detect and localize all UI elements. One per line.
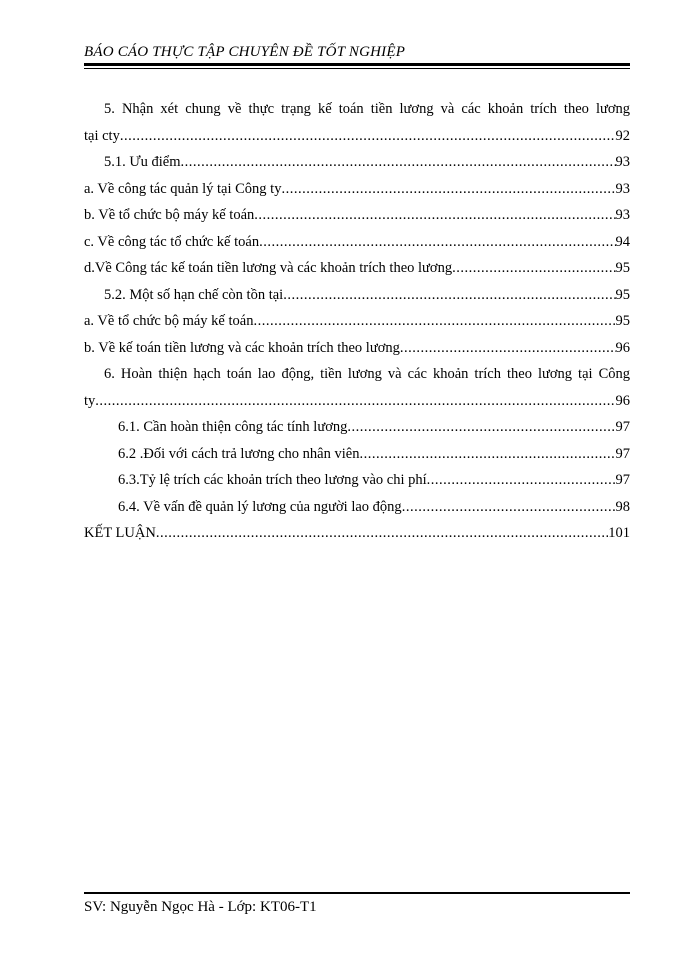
toc-leader bbox=[156, 520, 608, 547]
toc-entry-5[interactable] bbox=[84, 123, 630, 150]
toc-leader bbox=[359, 441, 615, 468]
toc-page-number: 101 bbox=[608, 525, 630, 541]
toc-page-number: 96 bbox=[615, 392, 630, 409]
toc-entry-text: ty bbox=[84, 392, 96, 409]
toc-leader bbox=[347, 414, 615, 441]
toc-page-number: 97 bbox=[615, 419, 630, 435]
toc-entry-text: a. Về công tác quản lý tại Công ty bbox=[84, 180, 282, 197]
toc-entry-text: b. Về tổ chức bộ máy kế toán bbox=[84, 207, 255, 223]
toc-page-number: 95 bbox=[615, 286, 630, 303]
toc-leader bbox=[254, 202, 615, 229]
toc-entry-a-bo-may[interactable] bbox=[84, 308, 630, 335]
header-divider-thick bbox=[84, 63, 630, 66]
toc-entry-6[interactable] bbox=[84, 388, 630, 415]
footer-divider bbox=[84, 892, 630, 894]
toc-entry-text: 5.2. Một số hạn chế còn tồn tại bbox=[104, 286, 284, 303]
toc-entry-text: 6.4. Về vấn đề quản lý lương của người lao động bbox=[118, 498, 402, 515]
toc-entry-5-2[interactable] bbox=[84, 282, 630, 309]
toc-entry-6-2[interactable] bbox=[84, 441, 630, 468]
toc-page-number: 98 bbox=[615, 498, 630, 515]
toc-leader bbox=[283, 282, 615, 309]
toc-entry-6-line1: 6. Hoàn thiện hạch toán lao động, tiền lương và các khoản trích theo lương tại Công bbox=[104, 366, 630, 382]
toc-page-number: 95 bbox=[615, 313, 630, 329]
toc-page-number: 93 bbox=[615, 207, 630, 223]
toc-page-number: 96 bbox=[615, 339, 630, 356]
toc-leader bbox=[281, 176, 615, 203]
toc-page-number: 95 bbox=[615, 260, 630, 276]
toc-page-number: 92 bbox=[615, 127, 630, 144]
toc-leader bbox=[452, 255, 615, 282]
toc-entry-text: a. Về tổ chức bộ máy kế toán bbox=[84, 313, 254, 329]
toc-entry-text: 5.1. Ưu điểm bbox=[104, 154, 181, 170]
toc-entry-b-bo-may[interactable] bbox=[84, 202, 630, 229]
toc-leader bbox=[181, 149, 616, 176]
toc-page-number: 97 bbox=[615, 472, 630, 488]
toc-entry-5-line1: 5. Nhận xét chung về thực trạng kế toán tiền lương và các khoản trích theo lương bbox=[104, 101, 630, 117]
toc-leader bbox=[427, 467, 616, 494]
toc-entry-d-tien-luong[interactable] bbox=[84, 255, 630, 282]
toc-entry-text: b. Về kế toán tiền lương và các khoản trích theo lương bbox=[84, 339, 400, 356]
toc-entry-text: KẾT LUẬN bbox=[84, 525, 156, 541]
toc-page-number: 94 bbox=[615, 233, 630, 250]
page-header-title: BÁO CÁO THỰC TẬP CHUYÊN ĐỀ TỐT NGHIỆP bbox=[84, 44, 406, 60]
toc-entry-c-to-chuc[interactable] bbox=[84, 229, 630, 256]
toc-leader bbox=[400, 335, 616, 362]
table-of-contents bbox=[84, 96, 630, 547]
toc-entry-6-4[interactable] bbox=[84, 494, 630, 521]
toc-entry-6-3[interactable] bbox=[84, 467, 630, 494]
toc-entry-5-1[interactable] bbox=[84, 149, 630, 176]
toc-leader bbox=[402, 494, 616, 521]
toc-entry-text: c. Về công tác tổ chức kế toán bbox=[84, 233, 260, 250]
toc-entry-ket-luan[interactable] bbox=[84, 520, 630, 547]
toc-entry-text: 6.1. Cần hoàn thiện công tác tính lương bbox=[118, 419, 348, 435]
header-divider-thin bbox=[84, 68, 630, 69]
toc-entry-text: 6.2 .Đối với cách trả lương cho nhân viên bbox=[118, 445, 360, 462]
toc-page-number: 93 bbox=[615, 180, 630, 197]
toc-entry-text: 6.3.Tỷ lệ trích các khoản trích theo lương vào chi phí bbox=[118, 472, 427, 488]
toc-entry-a-quan-ly[interactable] bbox=[84, 176, 630, 203]
toc-leader bbox=[95, 388, 615, 415]
toc-leader bbox=[120, 123, 616, 150]
toc-leader bbox=[253, 308, 615, 335]
toc-entry-b-ke-toan[interactable] bbox=[84, 335, 630, 362]
toc-page-number: 93 bbox=[615, 154, 630, 170]
toc-leader bbox=[259, 229, 615, 256]
toc-entry-text: tại cty bbox=[84, 127, 120, 144]
toc-page-number: 97 bbox=[615, 445, 630, 462]
toc-entry-6-1[interactable] bbox=[84, 414, 630, 441]
toc-entry-text: d.Về Công tác kế toán tiền lương và các khoản trích theo lương bbox=[84, 260, 453, 276]
page-footer-author: SV: Nguyễn Ngọc Hà - Lớp: KT06-T1 bbox=[84, 899, 317, 915]
